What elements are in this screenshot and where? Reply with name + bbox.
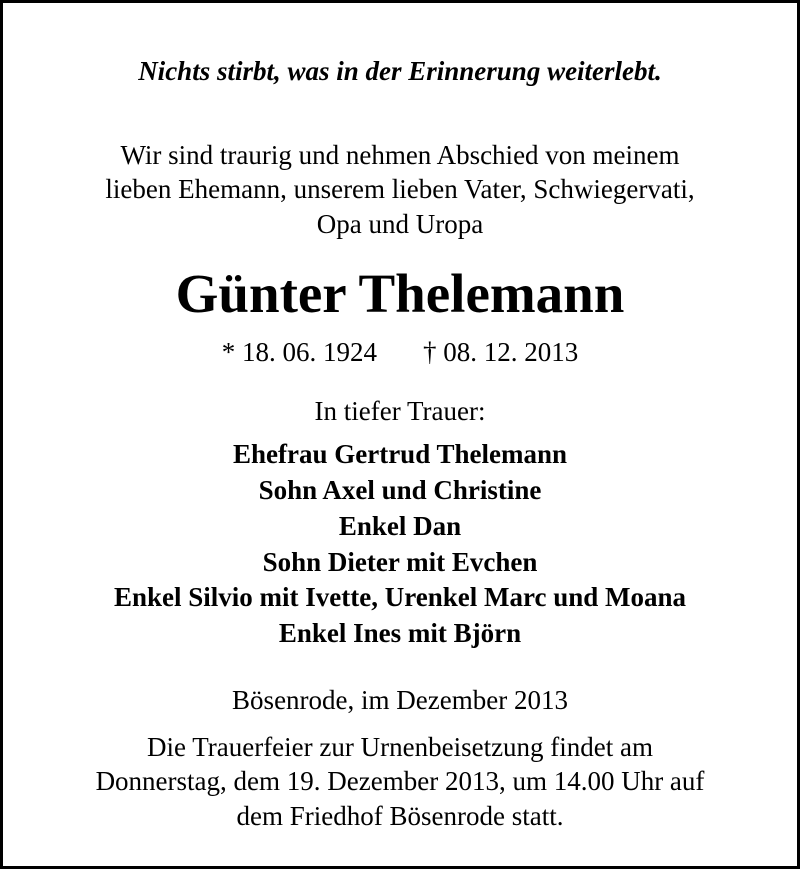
mourner-line: Ehefrau Gertrud Thelemann — [232, 439, 567, 469]
funeral-line: dem Friedhof Bösenrode statt. — [236, 801, 564, 831]
mourner-line: Enkel Silvio mit Ivette, Urenkel Marc und Moana — [114, 582, 686, 612]
mourner-line: Enkel Ines mit Björn — [278, 618, 522, 648]
mourner-line: Sohn Dieter mit Evchen — [262, 547, 538, 577]
deceased-name: Günter Thelemann — [175, 263, 625, 324]
funeral-line: Donnerstag, dem 19. Dezember 2013, um 14.00 Uhr auf — [95, 766, 705, 796]
intro-line: Opa und Uropa — [316, 209, 484, 239]
mourning-heading: In tiefer Trauer: — [314, 396, 486, 426]
mourner-line: Sohn Axel und Christine — [258, 475, 542, 505]
death-date: † 08. 12. 2013 — [423, 337, 579, 367]
birth-date: * 18. 06. 1924 — [221, 337, 377, 367]
intro-line: Wir sind traurig und nehmen Abschied von meinem — [120, 140, 680, 170]
mourner-line: Enkel Dan — [338, 511, 462, 541]
life-dates — [3, 339, 797, 366]
funeral-line: Die Trauerfeier zur Urnenbeisetzung findet am — [146, 732, 654, 762]
place-date: Bösenrode, im Dezember 2013 — [232, 685, 568, 715]
intro-line: lieben Ehemann, unserem lieben Vater, Schwiegervati, — [105, 174, 695, 204]
motto: Nichts stirbt, was in der Erinnerung weiterlebt. — [138, 56, 662, 86]
